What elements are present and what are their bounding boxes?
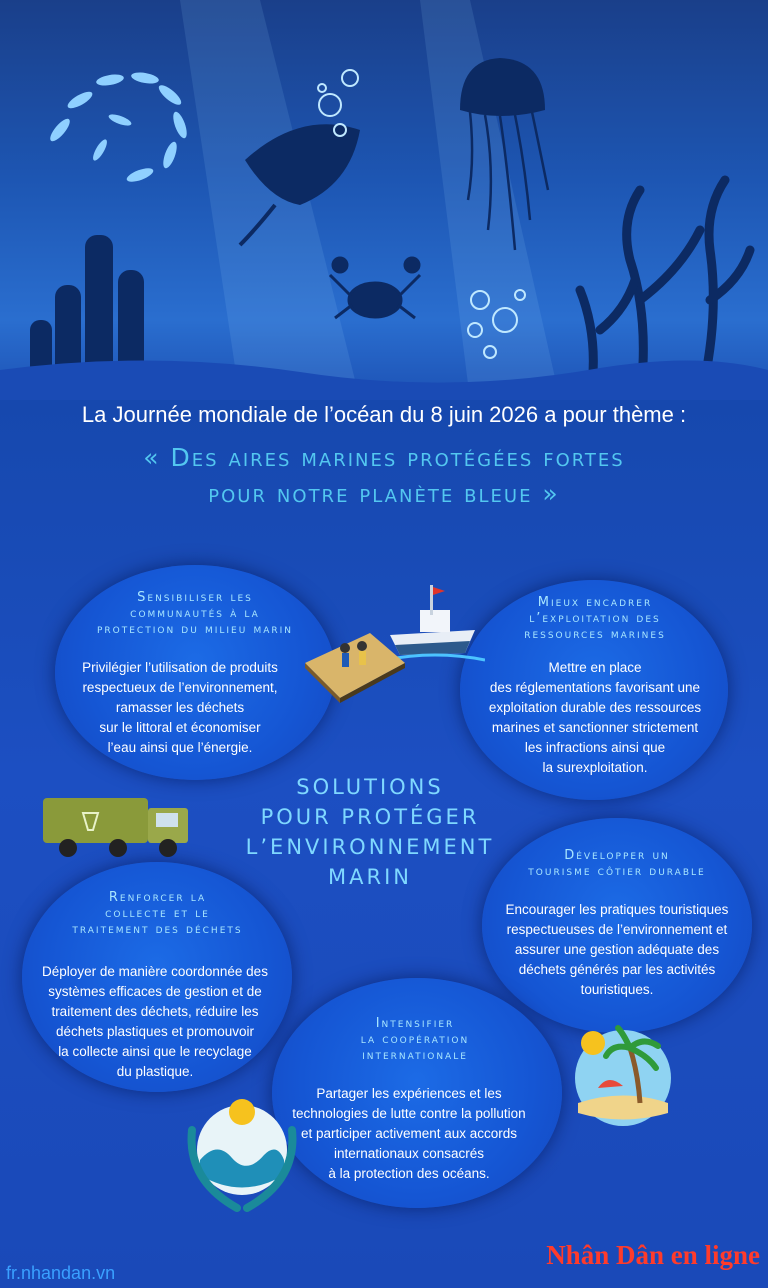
palm-island-icon — [568, 1018, 678, 1128]
solution-title-cooperation: Intensifier la coopération internationale — [360, 1016, 470, 1063]
brand-logo: Nhân Dân en ligne — [546, 1240, 760, 1270]
site-url[interactable]: fr.nhandan.vn — [6, 1263, 116, 1283]
solution-title-tourism: Développer un tourisme côtier durable — [528, 848, 706, 879]
center-title: SOLUTIONS POUR PROTÉGER L’ENVIRONNEMENT MARIN — [245, 775, 495, 889]
solution-text-cooperation: Partager les expériences et les technologies de lutte contre la pollution et participer activement aux accords internationaux consacrés à la protection des océans. — [292, 1086, 526, 1181]
garbage-truck-icon — [38, 788, 198, 860]
theme-line-1: « Des aires marines protégées fortes — [143, 443, 625, 472]
solution-title-awareness: Sensibiliser les communautés à la protection du milieu marin — [96, 590, 294, 637]
underwater-hero — [0, 0, 768, 400]
intro-text: La Journée mondiale de l’océan du 8 juin 2026 a pour thème : — [81, 402, 687, 427]
hands-ocean-icon — [182, 1090, 302, 1220]
solution-title-waste: Renforcer la collecte et le traitement des déchets — [72, 890, 243, 937]
beach-cleanup-icon — [300, 618, 410, 703]
solution-text-awareness: Privilégier l’utilisation de produits respectueux de l’environnement, ramasser les déchets sur le littoral et économiser l’eau ainsi que l’énergie. — [82, 660, 278, 755]
solution-text-waste: Déployer de manière coordonnée des systèmes efficaces de gestion et de traitement des déchets, réduire les déchets plastiques et promouvoir la collecte ainsi que le recyclage du plastique. — [42, 964, 268, 1079]
solution-title-resources: Mieux encadrer l’exploitation des ressources marines — [524, 595, 666, 642]
solution-text-tourism: Encourager les pratiques touristiques respectueuses de l’environnement et assurer une gestion adéquate des déchets générés par les activités touristiques. — [505, 902, 729, 997]
theme-title — [10, 440, 758, 512]
theme-line-2: pour notre planète bleue » — [208, 479, 560, 508]
crab-icon — [330, 258, 420, 318]
fish-school-icon — [47, 71, 189, 185]
solution-text-resources: Mettre en place des réglementations favorisant une exploitation durable des ressources marines et sanctionner strictement les infractions ainsi que la surexploitation. — [488, 660, 702, 775]
